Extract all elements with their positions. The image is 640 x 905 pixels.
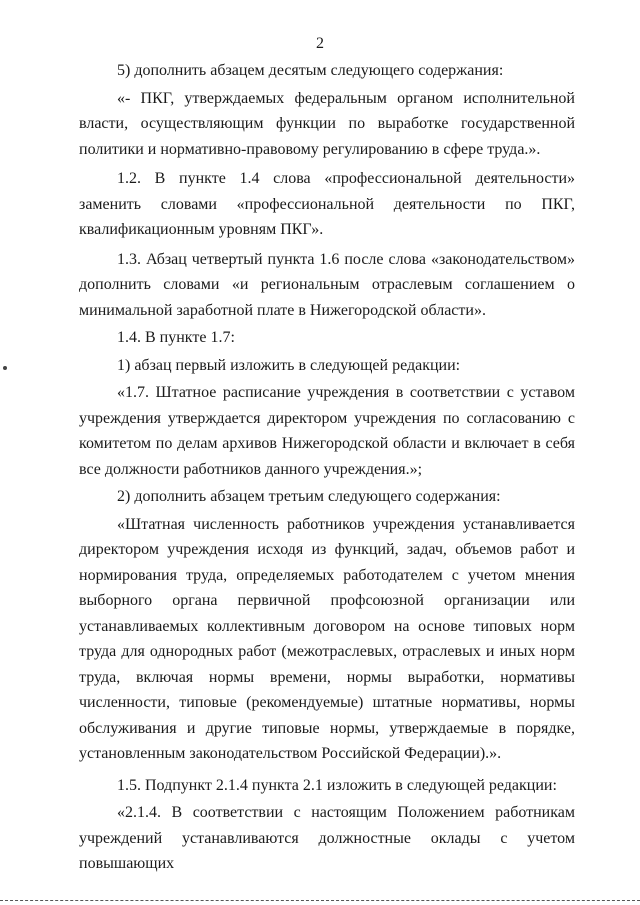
document-body — [79, 58, 575, 877]
bottom-dashed-rule — [0, 900, 640, 901]
paragraph-1-2: 1.2. В пункте 1.4 слова «профессиональной деятельности» заменить словами «профессиональной деятельности по ПКГ, квалификационным уровням ПКГ». — [79, 170, 575, 238]
paragraph-2-1-4-quote: «2.1.4. В соответствии с настоящим Положением работникам учреждений устанавливаются должностные оклады с учетом повышающих — [79, 804, 575, 872]
paragraph-1-5: 1.5. Подпункт 2.1.4 пункта 2.1 изложить в следующей редакции: — [117, 776, 557, 794]
scan-speck — [3, 366, 7, 370]
paragraph-1-4: 1.4. В пункте 1.7: — [117, 329, 235, 346]
paragraph-item-5: 5) дополнить абзацем десятым следующего содержания: — [117, 62, 504, 79]
paragraph-pkg-quote: «- ПКГ, утверждаемых федеральным органом исполнительной власти, осуществляющим функции по выработке государственной политики и нормативно-правовому регулированию в сфере труда.». — [79, 89, 575, 158]
paragraph-staff-quote: «Штатная численность работников учреждения устанавливается директором учреждения исходя из функций, задач, объемов работ и нормирования труда, определяемых работодателем с учетом мнения выборного органа первичной профсоюзной организации или устанавливаемых коллективным договором на основе типовых норм труда для однородных работ (межотраслевых, отраслевых и иных норм труда, включая нормы времени, нормы выработки, нормативы численности, типовые (рекомендуемые) штатные нормативы, нормы обслуживания и другие типовые нормы, утверждаемые в порядке, установленным законодательством Российской Федерации).». — [79, 515, 575, 762]
paragraph-1-7-quote: «1.7. Штатное расписание учреждения в соответствии с уставом учреждения утверждается директором учреждения по согласованию с комитетом по делам архивов Нижегородской области и включает в себя все должности работников данного учреждения.»; — [79, 384, 575, 478]
page-number: 2 — [316, 35, 324, 52]
paragraph-1-4-item-1: 1) абзац первый изложить в следующей редакции: — [117, 356, 461, 374]
paragraph-1-4-item-2: 2) дополнить абзацем третьим следующего содержания: — [117, 488, 501, 505]
paragraph-1-3: 1.3. Абзац четвертый пункта 1.6 после слова «законодательством» дополнить словами «и региональным отраслевым соглашением о минимальной заработной плате в Нижегородской области». — [79, 250, 575, 319]
